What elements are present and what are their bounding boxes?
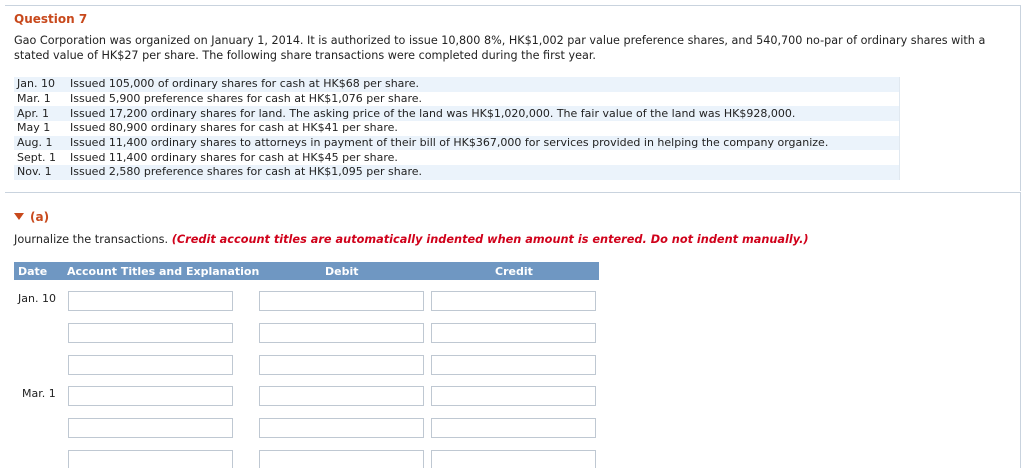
journal-header	[14, 262, 599, 280]
entry-date-jan10: Jan. 10	[18, 292, 56, 305]
debit-input[interactable]	[259, 418, 424, 438]
account-title-input[interactable]	[68, 418, 233, 438]
entry-date-mar1: Mar. 1	[22, 387, 56, 400]
instruction-text: Journalize the transactions.	[14, 233, 172, 246]
debit-input[interactable]	[259, 323, 424, 343]
account-title-input[interactable]	[68, 355, 233, 375]
header-account: Account Titles and Explanation	[67, 265, 260, 278]
table-row	[14, 150, 900, 165]
transaction-date: Jan. 10	[14, 77, 67, 92]
question-text: Gao Corporation was organized on January 1, 2014. It is authorized to issue 10,800 8%, HK$1,002 par value preference shares, and 540,700 no-par of ordinary shares with a stated value of HK$27 per share. The following share transactions were completed during the first year.	[14, 34, 986, 62]
transaction-date: May 1	[17, 121, 51, 135]
transaction-text: Issued 11,400 ordinary shares to attorneys in payment of their bill of HK$367,000 for services provided in helping the company organize.	[67, 136, 900, 151]
transaction-text: Issued 5,900 preference shares for cash at HK$1,076 per share.	[67, 92, 900, 107]
transaction-date: Sept. 1	[17, 150, 57, 164]
table-row	[14, 136, 900, 151]
transaction-text: Issued 2,580 preference shares for cash at HK$1,095 per share.	[67, 165, 900, 180]
transactions-table	[14, 77, 900, 180]
transaction-text: Issued 105,000 of ordinary shares for cash at HK$68 per share.	[67, 77, 900, 92]
account-title-input[interactable]	[68, 291, 233, 311]
instruction-note: (Credit account titles are automatically indented when amount is entered. Do not indent manually.)	[171, 233, 809, 246]
credit-input[interactable]	[431, 355, 596, 375]
transaction-date: Nov. 1	[14, 165, 67, 180]
transaction-date: Aug. 1	[14, 136, 67, 151]
table-row	[14, 165, 900, 180]
instructions	[14, 233, 809, 246]
credit-input[interactable]	[431, 450, 596, 468]
account-title-input[interactable]	[68, 386, 233, 406]
table-row	[14, 121, 900, 136]
transaction-text: Issued 17,200 ordinary shares for land. The asking price of the land was HK$1,020,000. The fair value of the land was HK$928,000.	[67, 106, 900, 121]
credit-input[interactable]	[431, 386, 596, 406]
account-title-input[interactable]	[68, 323, 233, 343]
header-debit: Debit	[325, 265, 359, 278]
caret-down-icon[interactable]	[14, 213, 24, 220]
transaction-text: Issued 11,400 ordinary shares for cash at HK$45 per share.	[67, 150, 900, 165]
table-row	[14, 77, 900, 92]
header-date: Date	[18, 265, 48, 278]
debit-input[interactable]	[259, 355, 424, 375]
credit-input[interactable]	[431, 418, 596, 438]
table-row	[14, 92, 900, 107]
debit-input[interactable]	[259, 450, 424, 468]
table-row	[14, 106, 900, 121]
transaction-date: Mar. 1	[17, 92, 51, 106]
transaction-date: Apr. 1	[14, 106, 67, 121]
part-a-toggle[interactable]	[14, 210, 49, 224]
credit-input[interactable]	[431, 291, 596, 311]
part-a-label: (a)	[30, 210, 50, 224]
debit-input[interactable]	[259, 386, 424, 406]
credit-input[interactable]	[431, 323, 596, 343]
debit-input[interactable]	[259, 291, 424, 311]
account-title-input[interactable]	[68, 450, 233, 468]
question-title: Question 7	[14, 12, 88, 26]
header-credit: Credit	[495, 265, 533, 278]
transaction-text: Issued 80,900 ordinary shares for cash at HK$41 per share.	[67, 121, 900, 136]
